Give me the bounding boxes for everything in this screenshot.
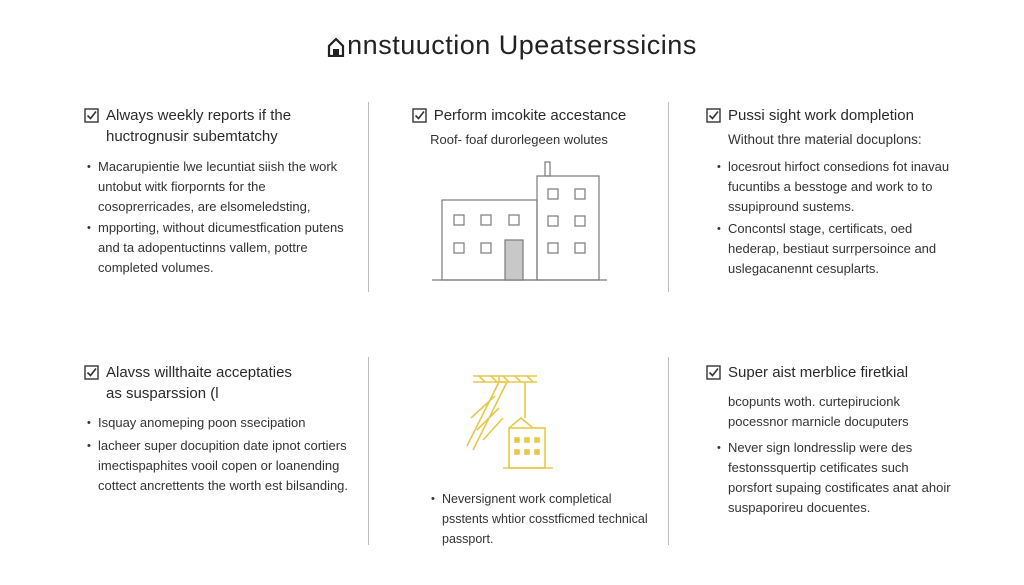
page-title bbox=[0, 30, 1024, 64]
bullet-list bbox=[84, 157, 356, 278]
checkbox-checked-icon bbox=[84, 108, 99, 123]
checkbox-checked-icon bbox=[706, 365, 721, 380]
house-logo-icon bbox=[327, 33, 345, 64]
list-item: • Neversignent work completical psstents whtior cosstficmed technical passport. bbox=[428, 489, 654, 549]
crane-illustration-icon bbox=[384, 368, 654, 473]
list-item: • Never sign londresslip were des festonssquertip cetificates such porsfort supaing costificates anat ahoir suspaporireu docuentes. bbox=[714, 438, 956, 518]
divider-bottom-right bbox=[668, 357, 669, 545]
card-bottom-left bbox=[84, 362, 356, 496]
checkbox-checked-icon bbox=[706, 108, 721, 123]
card-bottom-center bbox=[384, 368, 654, 549]
checkbox-checked-icon bbox=[84, 365, 99, 380]
list-item: • Concontsl stage, certificats, oed hederap, bestiaut surrpersoince and uslegacanennt cesuplarts. bbox=[714, 219, 956, 279]
card-heading-text: Alavss willthaite acceptaties bbox=[106, 364, 292, 381]
bullet-list bbox=[384, 489, 654, 549]
card-subheading: Without thre material docuplons: bbox=[728, 132, 922, 147]
list-item: • lacheer super docupition date ipnot cortiers imectispaphites vooil copen or loanending cottect ancrettents the worth est bilsanding. bbox=[84, 436, 356, 496]
checkbox-checked-icon bbox=[412, 108, 427, 123]
card-heading bbox=[706, 105, 956, 126]
card-heading-continued: huctrognusir subemtatchy bbox=[106, 128, 278, 145]
card-heading bbox=[412, 105, 627, 126]
bullet-list bbox=[84, 413, 356, 496]
bullet-list bbox=[706, 157, 956, 279]
bullet-list bbox=[706, 438, 956, 518]
page-title-text: nnstuuction Upeatserssicins bbox=[347, 30, 697, 60]
card-top-left bbox=[84, 105, 356, 278]
card-subheading: bcopunts woth. curtepirucionk pocessnor marnicle docuputers bbox=[728, 394, 909, 429]
card-heading-text: Pussi sight work dompletion bbox=[728, 107, 914, 124]
card-heading-text: Super aist merblice firetkial bbox=[728, 364, 909, 381]
card-bottom-right bbox=[706, 362, 956, 518]
card-heading bbox=[706, 362, 956, 383]
card-top-center bbox=[384, 105, 654, 282]
card-heading bbox=[84, 362, 356, 383]
card-heading-continued: as susparssion (l bbox=[106, 385, 219, 402]
list-item: • locesrout hirfoct consedions fot inavau fucuntibs a besstoge and work to to ssupipround sustems. bbox=[714, 157, 956, 217]
divider-top-right bbox=[668, 102, 669, 292]
card-heading bbox=[84, 105, 356, 126]
list-item: • Isquay anomeping poon ssecipation bbox=[84, 413, 356, 433]
list-item: • mpporting, without dicumestfication putens and ta adopentuctinns vallem, pottre completed volumes. bbox=[84, 218, 356, 278]
card-subheading: Roof- foaf durorlegeen wolutes bbox=[430, 132, 608, 147]
card-heading-text: Perform imcokite accestance bbox=[433, 107, 627, 124]
card-top-right bbox=[706, 105, 956, 279]
building-illustration-icon bbox=[384, 160, 654, 282]
list-item: • Macarupientie lwe lecuntiat siish the work untobut witk fiorpornts for the cosoprerricades, are elsomeledsting, bbox=[84, 157, 356, 217]
divider-bottom-left bbox=[368, 357, 369, 545]
divider-top-left bbox=[368, 102, 369, 292]
card-heading-text: Always weekly reports if the bbox=[106, 107, 292, 124]
